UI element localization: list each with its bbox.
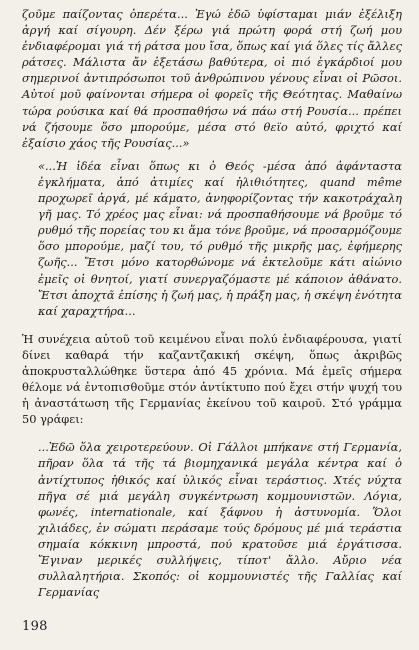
letter-excerpt-middle: «...Ἡ ἰδέα εἶναι ὅπως κι ὁ Θεός -μέσα ἀπό ἀφάνταστα ἐγκλήματα, ἀπό ἀτιμίες καί ἠλιθιότητες, quand même προχωρεῖ ἀργά, μέ κάματο, ἀνηφορίζοντας τήν κακοτράχαλη γῆ μας. Τό χρέος μας εἶναι: νά προσπαθήσουμε νά βροῦμε τό ρυθμό τῆς πορείας του κι ἅμα τόνε βροῦμε, νά προσαρμόζουμε ὅσο μπορούμε, μαζί του, τό ρυθμό τῆς μικρῆς μας, ἐφήμερης ζωῆς... Ἔτσι μόνο κατορθώνομε νά ἐκτελοῦμε κάτι αἰώνιο ἐμεῖς οἱ θνητοί, γιατί συνεργαζόμαστε μέ κάποιον ἀθάνατο. Ἔτσι ἀποχτᾶ ἐπίσης ἡ ζωή μας, ἡ πράξη μας, ἡ σκέψη ἑνότητα καί χαραχτήρα...	[38, 158, 402, 318]
page-number: 198	[22, 619, 48, 634]
letter-excerpt-top: ζοῦμε παίζοντας ὀπερέτα... Ἐγώ ἐδῶ ὑφίσταμαι μιάν ἐξέλιξη ἀργή καί σίγουρη. Δέν ξέρω γιά πρώτη φορά στή ζωή μου ἐνδιαφέρομαι γιά τή ράτσα μου ἴσα, ὅπως καί γιά ὅλες τίς ἄλλες ράτσες. Μάλιστα ἄν ἐξετάσω βαθύτερα, οἱ πιό ἐγκάρδιοί μου σημερινοί ἀντιπρόσωποι τοῦ ἀνθρώπινου γένους εἶναι οἱ Ρῶσοι. Αὐτοί μοῦ φαίνονται σήμερα οἱ φορεῖς τῆς Θεότητας. Μαθαίνω τώρα ρούσικα καί θά προσπαθήσω νά πάω στή Ρουσία... πρέπει νά ζήσουμε ὅσο μπορούμε, μέσα στό θεϊο αὐτό, φριχτό καί ἐξαίσιο χάος τῆς Ρουσίας...»	[22, 7, 402, 150]
letter-excerpt-bottom: ...Ἐδῶ ὅλα χειροτερεύουν. Οἱ Γάλλοι μπήκανε στή Γερμανία, πῆραν ὅλα τά τῆς τά βιομηχανικά μεγάλα κέντρα καί ὁ ἀντίχτυπος ἠθικός καί ὑλικός εἶναι τεράστιος. Χτές νύχτα πῆγα σέ μιά μεγάλη συγκέντρωση κομμουνιστῶν. Λόγια, φωνές, internationale, καί ξάφνου ἡ ἀστυνομία. Ὅλοι χιλιάδες, ἐν σώματι περάσαμε τούς δρόμους μέ μιά τεράστια σημαία κόκκινη μπροστά, πού κρατοῦσε μιά ἐργάτισσα. Ἔγιναν μερικές συλλήψεις, τίποτ' ἄλλο. Αὔριο νέα συλλαλητήρια. Σκοπός: οἱ κομμουνιστές τῆς Γαλλίας καί Γερμανίας	[38, 440, 402, 600]
book-page	[22, 6, 402, 600]
author-commentary: Ἡ συνέχεια αὐτοῦ τοῦ κειμένου εἶναι πολύ ἐνδιαφέρουσα, γιατί δίνει καθαρά τήν καζαντζακική σκέψη, ὅπως ἀκριβῶς ἀποκρυσταλλώθηκε ὕστερα ἀπό 45 χρόνια. Μά ἐμεῖς σήμερα θέλομε νά ἐντοπισθοῦμε στόν ἀντίκτυπο πού ἔχει στήν ψυχή του ἡ ἀναστάτωση τῆς Γερμανίας ἐκείνου τοῦ καιροῦ. Στό γράμμα 50 γράφει:	[22, 331, 402, 427]
